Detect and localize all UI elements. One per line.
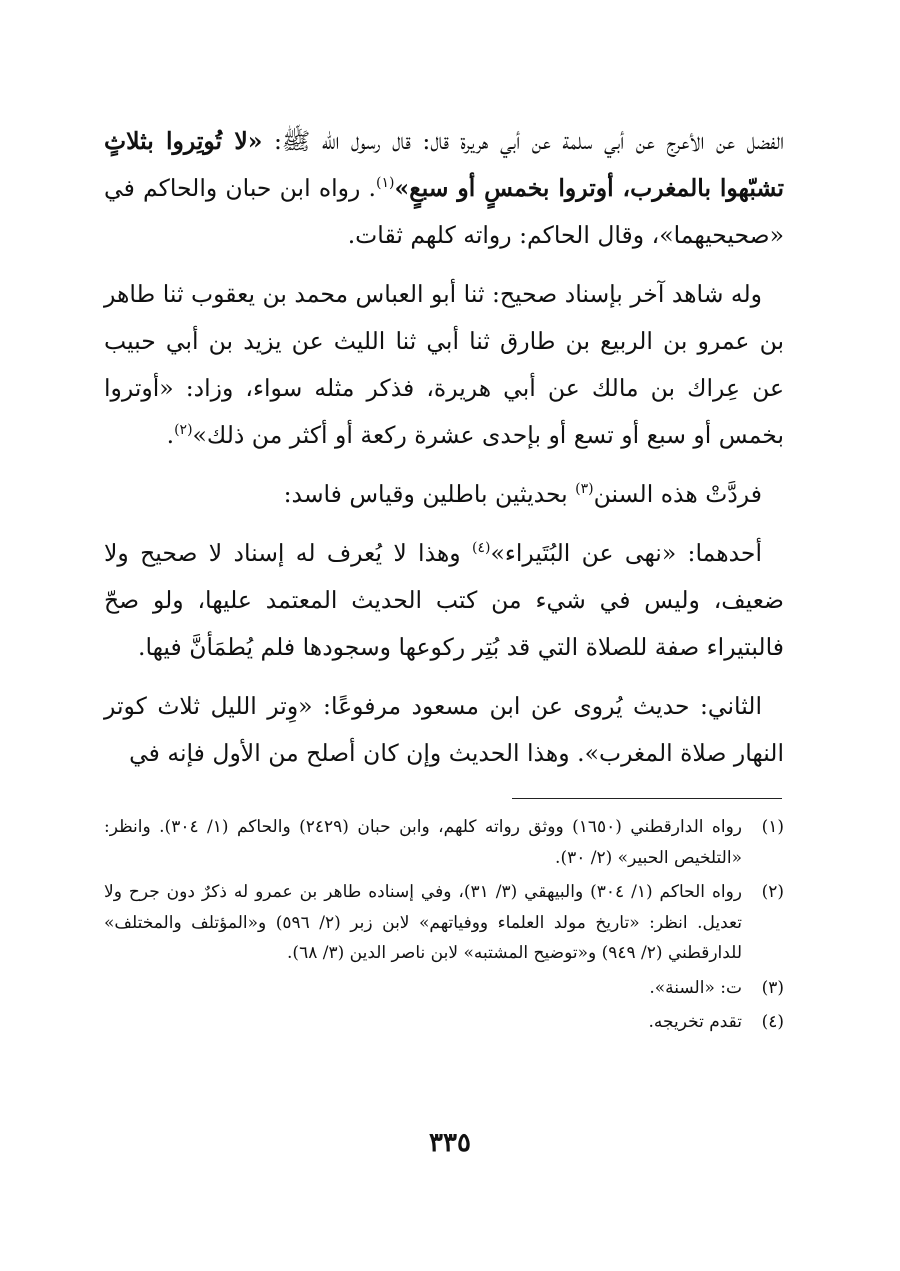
hadith-quote: «لا تُوتِروا بثلاثٍ تشبّهوا بالمغرب، أوتروا بخمسٍ أو سبعٍ» [104,127,784,202]
paragraph-2 [104,271,784,459]
footnote-text: رواه الحاكم (١/ ٣٠٤) والبيهقي (٣/ ٣١)، وفي إسناده طاهر بن عمرو له ذكرٌ دون جرح ولا تعديل. انظر: «تاريخ مولد العلماء ووفياتهم» لابن زبر (٢/ ٥٩٦) و«المؤتلف والمختلف» للدارقطني (٢/ ٩٤٩) و«توضيح المشتبه» لابن ناصر الدين (٣/ ٦٨). [104,882,743,963]
footnote-ref: (٤) [471,540,491,557]
footnote-body [104,1007,742,1038]
page-number: ٣٣٥ [429,1128,471,1158]
footnote-number: (٣) [761,977,784,998]
paragraph-text: بحديثين باطلين وقياس فاسد: [283,480,576,508]
footnote-ref: (٢) [174,422,193,439]
footnote-text: تقدم تخريجه. [648,1012,742,1032]
footnote-body [104,877,742,969]
footnote-body [104,812,742,873]
footnote-number: (١) [761,817,784,837]
footnote-3 [104,973,784,1004]
footnote-4 [104,1007,784,1038]
paragraph-text: أحدهما: «نهى عن البُتَيراء» [490,539,762,567]
paragraph-3 [104,471,784,518]
footnote-divider [512,798,782,799]
paragraph-text: الفضل عن الأعرج عن أبي سلمة عن أبي هريرة قال: قال رسول الله ﷺ: [262,127,785,155]
footnote-ref: (٣) [575,481,594,498]
paragraph-4 [104,530,784,671]
paragraph-text: . [166,421,175,449]
footnote-ref: (١) [376,175,395,192]
paragraph-1 [104,118,784,259]
footnote-text: ت: «السنة». [649,977,742,998]
footnote-1 [104,812,784,873]
footnote-text: رواه الدارقطني (١٦٥٠) ووثق رواته كلهم، وابن حبان (٢٤٢٩) والحاكم (١/ ٣٠٤). وانظر: «التلخيص الحبير» (٢/ ٣٠). [104,817,742,868]
paragraph-text: فردَّتْ هذه السنن [593,480,762,508]
footnote-2 [104,877,784,969]
paragraph-text: الثاني: حديث يُروى عن ابن مسعود مرفوعًا: «وِتر الليل ثلاث كوتر النهار صلاة المغرب». وهذا الحديث وإن كان أصلح من الأول فإنه في [104,692,784,767]
main-text [104,118,784,789]
paragraph-text: وهذا لا يُعرف له إسناد لا صحيح ولا ضعيف، وليس في شيء من كتب الحديث المعتمد عليها، ولو صحّ فالبتيراء صفة للصلاة التي قد بُتِر ركوعها وسجودها فلم يُطمَأنَّ فيها. [104,539,784,661]
footnote-number: (٢) [761,882,784,902]
paragraph-5 [104,683,784,777]
paragraph-text: وله شاهد آخر بإسناد صحيح: ثنا أبو العباس محمد بن يعقوب ثنا طاهر بن عمرو بن الربيع بن طارق ثنا أبي ثنا الليث عن يزيد بن أبي حبيب عن عِراك بن مالك عن أبي هريرة، فذكر مثله سواء، وزاد: «أوتروا بخمس أو سبع أو تسع أو بإحدى عشرة ركعة أو أكثر من ذلك» [104,280,784,449]
footnote-number: (٤) [761,1012,784,1032]
footnotes [104,812,784,1042]
paragraph-text: . رواه ابن حبان والحاكم في «صحيحيهما»، وقال الحاكم: رواته كلهم ثقات. [104,174,784,249]
footnote-body [104,973,742,1004]
